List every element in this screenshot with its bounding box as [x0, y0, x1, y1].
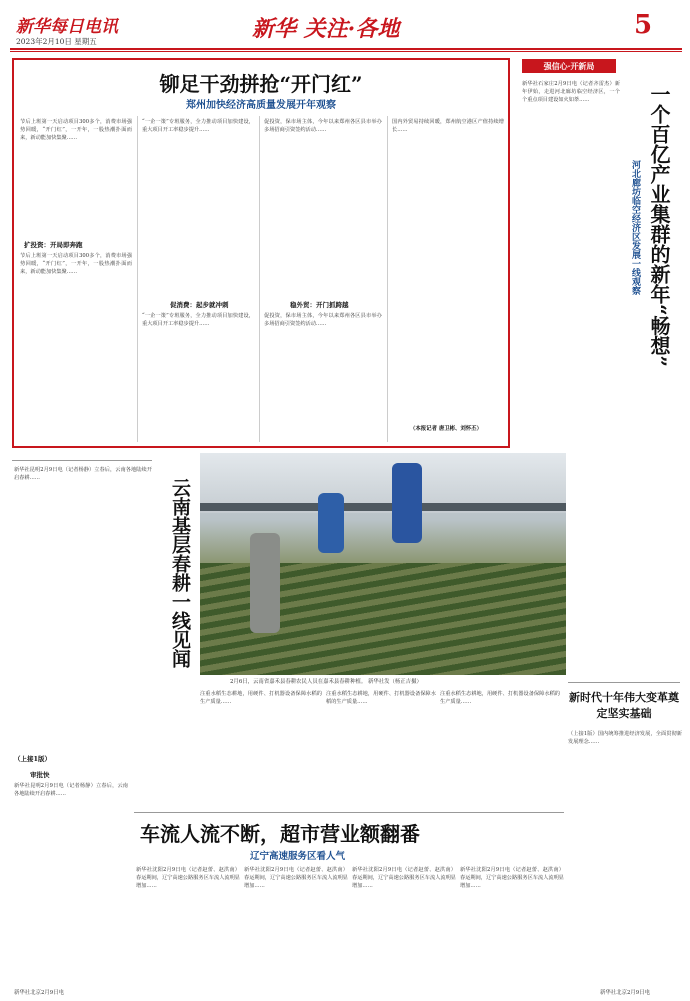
lead-headline: 铆足干劲拼抢“开门红”	[159, 72, 363, 96]
bottom-col-text: 新华社沈阳2月9日电（记者赵蕾、赵洪南）春运期间，辽宁高速公路服务区车流人流明显增加……	[244, 867, 348, 890]
left-footer-dateline: 新华社北京2月9日电	[14, 990, 64, 996]
section-divider	[12, 460, 152, 461]
farming-photo	[200, 453, 566, 675]
column-label: 强信心·开新局	[522, 59, 616, 73]
column-divider	[137, 116, 138, 442]
bottom-headline: 车流人流不断，超市营业额翻番	[140, 822, 420, 846]
lead-col2-text: “一企一策”专班服务，全力推动项目加快建设，重大项目开工率稳步提升……	[142, 119, 254, 134]
photo-farmer-blue	[392, 463, 422, 543]
bottom-col-text: 新华社沈阳2月9日电（记者赵蕾、赵洪南）春运期间，辽宁高速公路服务区车流人流明显增加……	[460, 867, 564, 890]
lead-col2-text-b: “一企一策”专班服务，全力推动项目加快建设，重大项目开工率稳步提升……	[142, 313, 254, 328]
newspaper-logo: 新华每日电讯	[16, 17, 118, 37]
lead-col1-text-b: 节后上班第一天启动项目300多个，消费市场强势回暖，“开门红”，一开年，一股热潮扑面而来，新动能加快集聚……	[20, 253, 132, 276]
right-footer-dateline: 新华社北京2月9日电	[600, 990, 650, 996]
photo-caption: 2月6日，云南省嘉禾县春耕农民人员在嘉禾县春耕种植。 新华社发（杨正吉摄）	[230, 679, 422, 685]
photo-farmer-grey	[250, 533, 280, 633]
middle-col-text: 注重水稻生态耕地，用硬件、打机器设备保障水稻的生产质量……	[326, 691, 436, 706]
bottom-col-text: 新华社沈阳2月9日电（记者赵蕾、赵洪南）春运期间，辽宁高速公路服务区车流人流明显增加……	[136, 867, 240, 890]
brief-body-text: 新华社昆明2月9日电（记者杨静）立春后，云南各地陆续开启春耕……	[14, 467, 152, 482]
column-divider	[387, 116, 388, 442]
lead-byline: （本报记者 唐卫彬、刘怀丕）	[410, 426, 482, 432]
sidebar-body-text: 新华社石家庄2月9日电（记者齐雷杰）新年伊始，走进河北廊坊临空经济区，一个个重点项目建设如火如荼……	[522, 81, 620, 104]
middle-col-text: 注重水稻生态耕地，用硬件、打机器设备保障水稻的生产质量……	[440, 691, 560, 706]
issue-date: 2023年2月10日 星期五	[16, 37, 97, 46]
bottom-subheadline: 辽宁高速服务区看人气	[250, 851, 346, 862]
bottom-col-text: 新华社沈阳2月9日电（记者赵蕾、赵洪南）春运期间，辽宁高速公路服务区车流人流明显增加……	[352, 867, 456, 890]
lead-col4-text: 国内外贸易持续回暖，郑州航空港区产值持续增长……	[392, 119, 504, 134]
lead-col3-text: 促投资，保市场主体，今年以来郑州各区县市举办多场招商引资签约活动……	[264, 119, 382, 134]
lead-col1-text: 节后上班第一天启动项目300多个，消费市场强势回暖，“开门红”，一开年，一股热潮扑面而来，新动能加快集聚……	[20, 119, 132, 142]
lead-subheadline: 郑州加快经济高质量发展开年观察	[186, 100, 336, 111]
column-divider	[259, 116, 260, 442]
masthead-rule-thin	[10, 51, 682, 52]
photo-farmer-blue	[318, 493, 344, 553]
page-number: 5	[634, 10, 653, 40]
masthead-rule	[10, 48, 682, 50]
sidebar-subheadline: 河北廊坊临空经济区发展一线观察	[630, 160, 640, 295]
section-divider	[134, 812, 564, 813]
spring-farming-headline: 云南基层春耕一线见闻	[169, 478, 191, 668]
section-divider	[568, 682, 680, 683]
decade-body-text: （上接1版）国内统筹推进经济发展，全面贯彻新发展理念……	[568, 731, 682, 746]
sidebar-headline: 一个百亿产业集群的新年“畅想”	[647, 84, 671, 368]
decade-headline: 新时代十年伟大变革奠定坚实基础	[569, 691, 679, 720]
middle-col-text: 注重水稻生态耕地，用硬件、打机器设备保障水稻的生产质量……	[200, 691, 322, 706]
lead-col1-subhead: 扩投资：开局即奔跑	[24, 241, 83, 249]
section-title: 新华 关注·各地	[252, 16, 400, 42]
brief-continued-label: （上接1版）	[14, 755, 52, 763]
lead-col2-subhead: 促消费：起步就冲刺	[170, 301, 229, 309]
brief-subhead: 审批快	[30, 771, 50, 779]
photo-greenhouse-roof	[200, 503, 566, 511]
brief2-body-text: 新华社昆明2月9日电（记者杨静）立春后，云南各地陆续开启春耕……	[14, 783, 128, 798]
lead-col3-subhead: 稳外贸：开门抓跨越	[290, 301, 349, 309]
lead-col3-text-b: 促投资，保市场主体，今年以来郑州各区县市举办多场招商引资签约活动……	[264, 313, 382, 328]
